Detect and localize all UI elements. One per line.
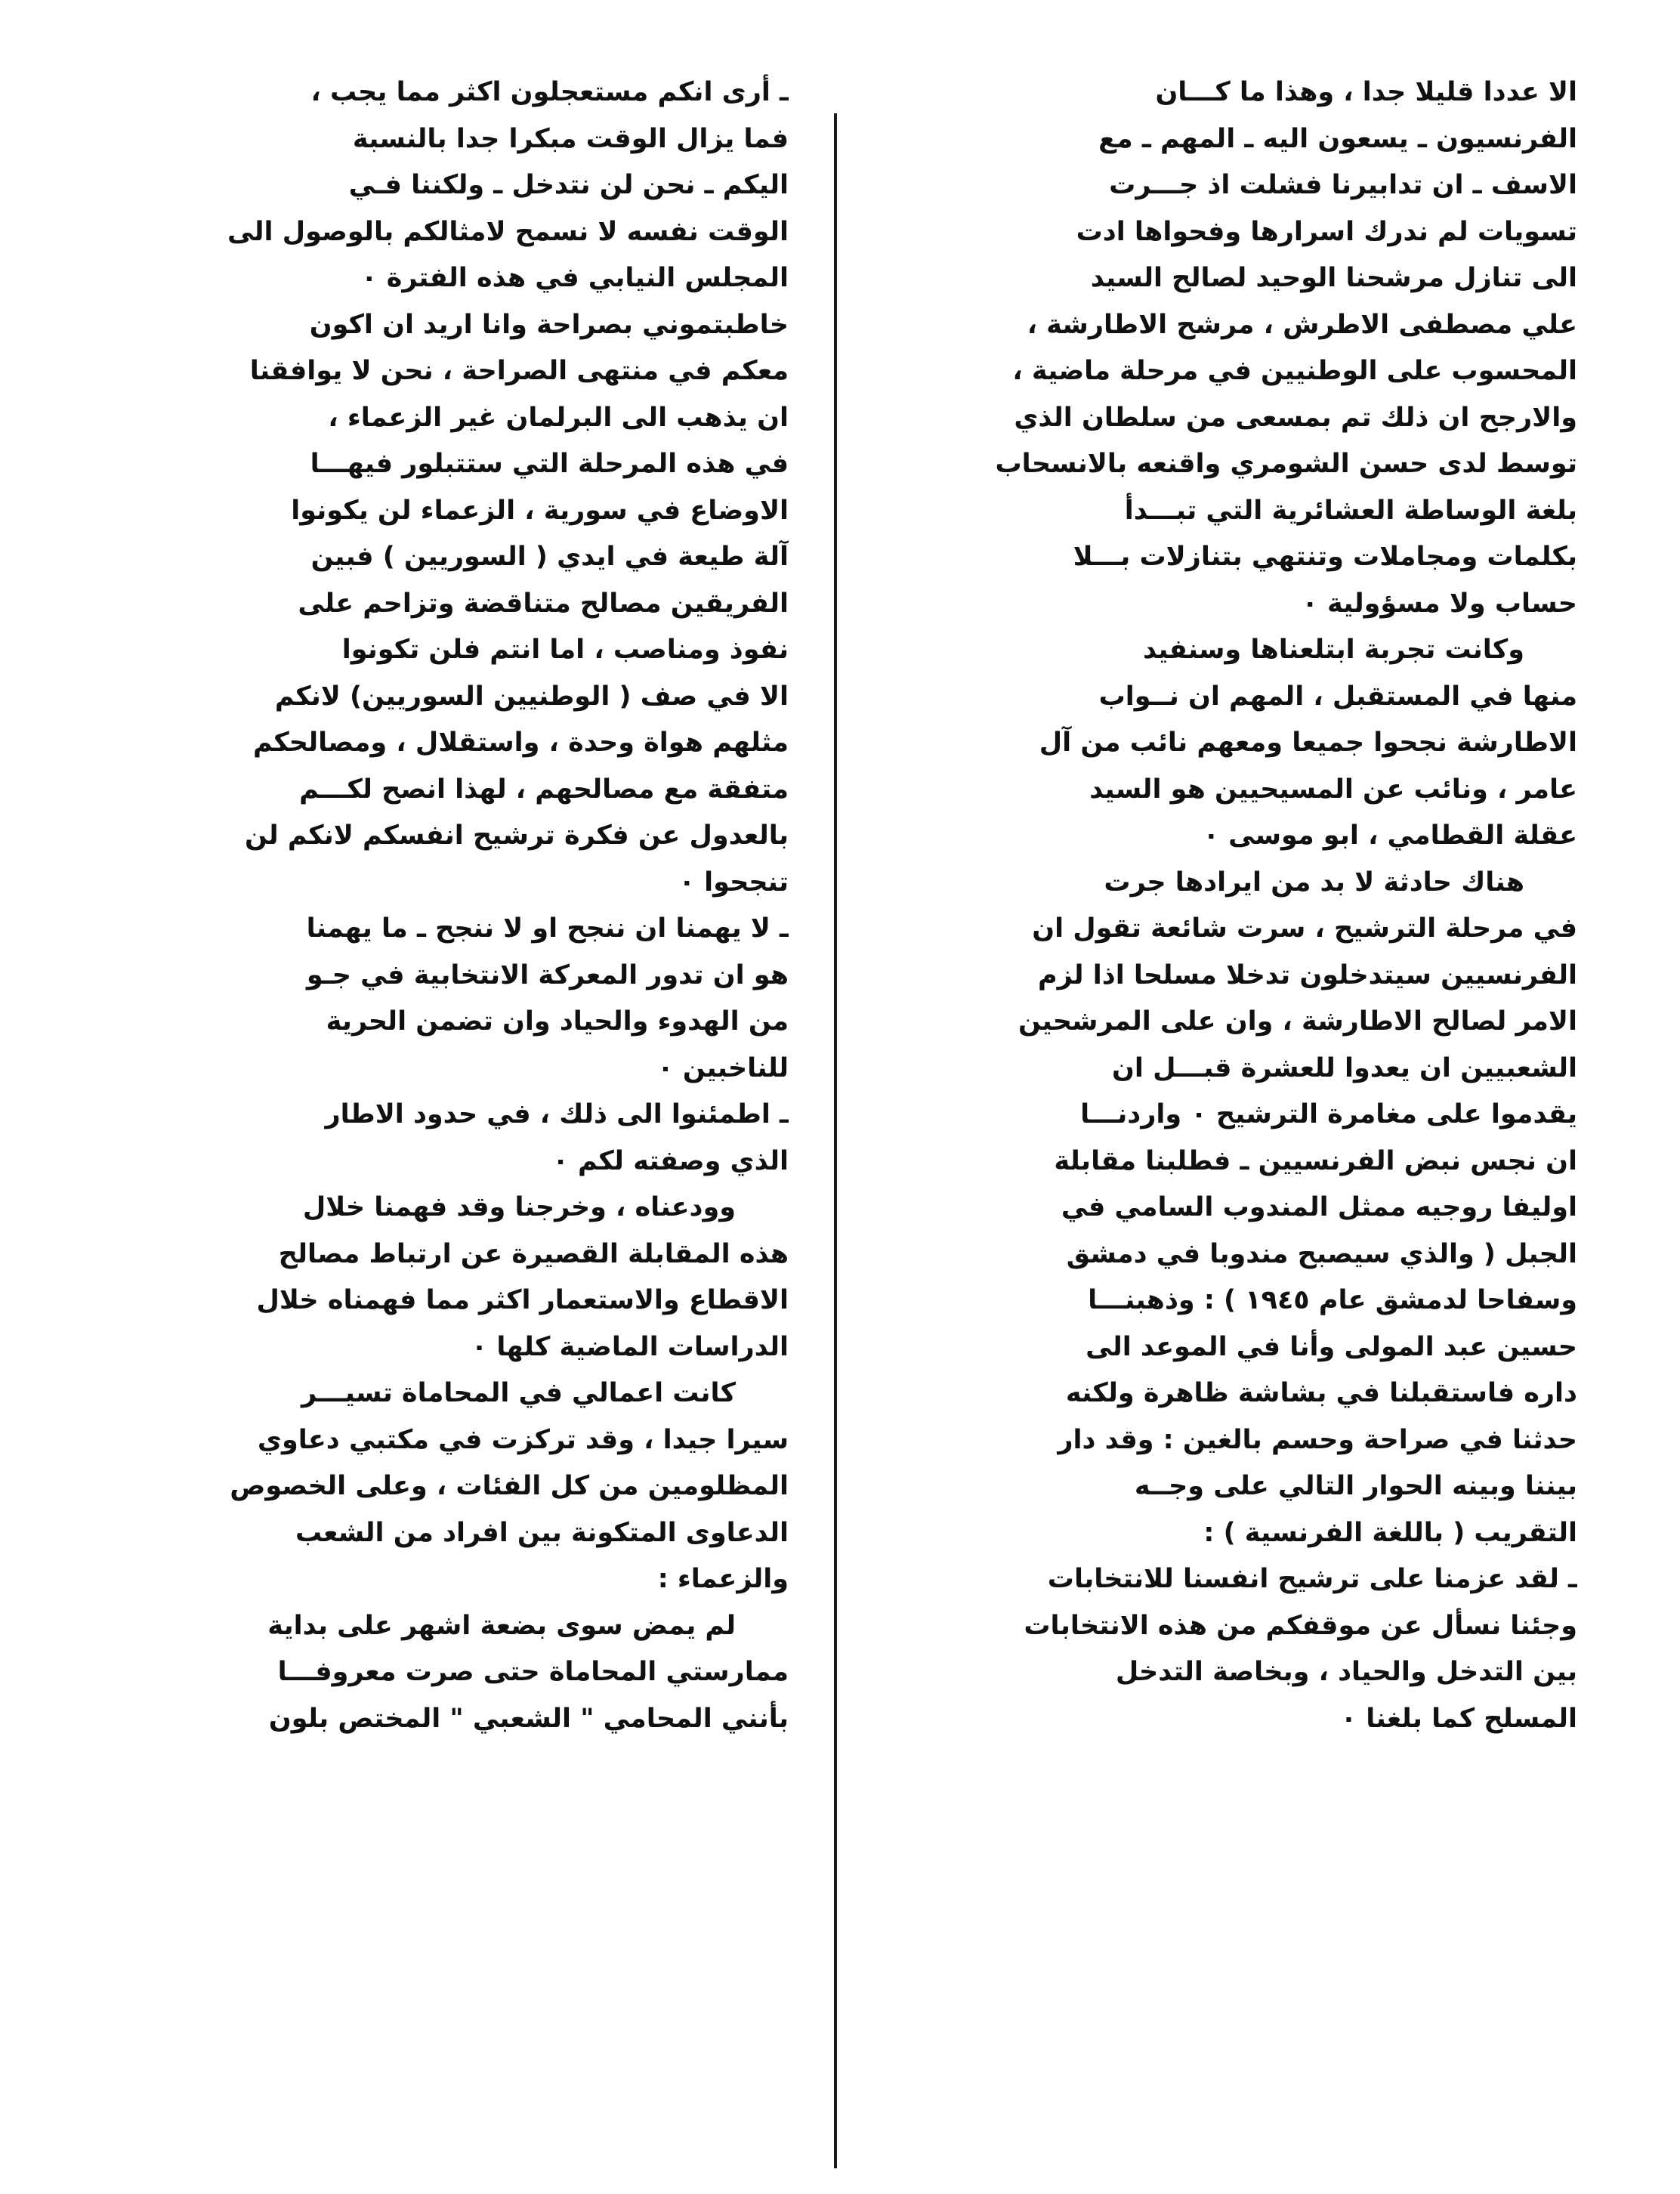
text-line: هناك حادثة لا بد من ايرادها جرت	[1104, 867, 1524, 898]
text-line: الفريقين مصالح متناقضة وتزاحم على	[298, 588, 789, 619]
text-line: اليكم ـ نحن لن نتدخل ـ ولكننا فـي	[348, 170, 789, 200]
text-line: بكلمات ومجاملات وتنتهي بتنازلات بـــلا	[1073, 542, 1577, 572]
text-line: متفقة مع مصالحهم ، لهذا انصح لكـــم	[299, 774, 789, 805]
text-line: يقدموا على مغامرة الترشيح ٠ واردنـــا	[1080, 1099, 1577, 1129]
text-line: الدعاوى المتكونة بين افراد من الشعب	[295, 1517, 789, 1548]
text-line: الاطارشة نجحوا جميعا ومعهم نائب من آل	[1039, 728, 1577, 758]
text-line: عامر ، ونائب عن المسيحيين هو السيد	[1089, 774, 1577, 805]
text-line: تسويات لم ندرك اسرارها وفحواها ادت	[1076, 216, 1577, 247]
text-line: هذه المقابلة القصيرة عن ارتباط مصالح	[278, 1238, 789, 1269]
text-line: ممارستي المحاماة حتى صرت معروفـــا	[277, 1657, 789, 1687]
text-line: وودعناه ، وخرجنا وقد فهمنا خلال	[302, 1192, 736, 1222]
text-line: سيرا جيدا ، وقد تركزت في مكتبي دعاوي	[257, 1424, 789, 1455]
text-line: حدثنا في صراحة وحسم بالغين : وقد دار	[1058, 1424, 1577, 1455]
text-line: من الهدوء والحياد وان تضمن الحرية	[326, 1006, 789, 1037]
text-line: فما يزال الوقت مبكرا جدا بالنسبة	[352, 123, 789, 154]
column-divider	[834, 113, 837, 2168]
text-line: منها في المستقبل ، المهم ان نــواب	[1098, 681, 1577, 712]
text-line: علي مصطفى الاطرش ، مرشح الاطارشة ،	[1027, 309, 1577, 340]
text-line: اوليفا روجيه ممثل المندوب السامي في	[1061, 1192, 1577, 1222]
text-line: المحسوب على الوطنيين في مرحلة ماضية ،	[1012, 356, 1577, 386]
text-line: هو ان تدور المعركة الانتخابية في جـو	[306, 959, 789, 990]
text-line: بأنني المحامي " الشعبي " المختص بلون	[268, 1703, 789, 1734]
text-line: الاسف ـ ان تدابيرنا فشلت اذ جـــرت	[1109, 170, 1577, 200]
text-line: للناخبين ٠	[657, 1052, 789, 1083]
text-line: الى تنازل مرشحنا الوحيد لصالح السيد	[1090, 263, 1577, 293]
text-line: ان نجس نبض الفرنسيين ـ فطلبنا مقابلة	[1054, 1145, 1577, 1176]
text-line: حساب ولا مسؤولية ٠	[1302, 588, 1577, 619]
text-line: وسفاحا لدمشق عام ١٩٤٥ ) : وذهبنـــا	[1088, 1285, 1577, 1315]
text-line: الذي وصفته لكم ٠	[552, 1145, 789, 1176]
text-line: بلغة الوساطة العشائرية التي تبـــدأ	[1124, 495, 1577, 526]
text-line: في مرحلة الترشيح ، سرت شائعة تقول ان	[1032, 913, 1577, 944]
text-line: الفرنسيون ـ يسعون اليه ـ المهم ـ مع	[1098, 123, 1577, 154]
text-line: ـ أرى انكم مستعجلون اكثر مما يجب ،	[310, 77, 789, 107]
text-line: حسين عبد المولى وأنا في الموعد الى	[1086, 1331, 1577, 1362]
text-line: بين التدخل والحياد ، وبخاصة التدخل	[1115, 1657, 1577, 1687]
text-line: ان يذهب الى البرلمان غير الزعماء ،	[328, 402, 789, 433]
left-text-column	[91, 70, 789, 1742]
text-line: المسلح كما بلغنا ٠	[1340, 1703, 1577, 1734]
text-line: لم يمض سوى بضعة اشهر على بداية	[267, 1610, 736, 1641]
text-line: نفوذ ومناصب ، اما انتم فلن تكونوا	[341, 635, 789, 665]
text-line: الا في صف ( الوطنيين السوريين) لانكم	[274, 681, 789, 712]
text-line: تنجحوا ٠	[678, 867, 789, 898]
text-line: آلة طيعة في ايدي ( السوريين ) فبين	[310, 542, 789, 572]
text-line: مثلهم هواة وحدة ، واستقلال ، ومصالحكم	[252, 728, 789, 758]
text-line: ـ اطمئنوا الى ذلك ، في حدود الاطار	[325, 1099, 789, 1129]
text-line: المجلس النيابي في هذه الفترة ٠	[361, 263, 789, 293]
text-line: داره فاستقبلنا في بشاشة ظاهرة ولكنه	[1065, 1378, 1577, 1408]
text-line: معكم في منتهى الصراحة ، نحن لا يوافقنا	[249, 356, 789, 386]
text-line: ـ لقد عزمنا على ترشيح انفسنا للانتخابات	[1047, 1564, 1577, 1594]
text-line: الا عددا قليلا جدا ، وهذا ما كـــان	[1155, 77, 1577, 107]
text-line: الوقت نفسه لا نسمح لامثالكم بالوصول الى	[227, 216, 789, 247]
text-line: الشعبيين ان يعدوا للعشرة قبـــل ان	[1112, 1052, 1577, 1083]
text-line: ـ لا يهمنا ان ننجح او لا ننجح ـ ما يهمنا	[306, 913, 789, 944]
text-line: عقلة القطامي ، ابو موسى ٠	[1203, 820, 1577, 851]
text-line: بيننا وبينه الحوار التالي على وجــه	[1134, 1471, 1577, 1501]
text-line: توسط لدى حسن الشومري واقنعه بالانسحاب	[995, 449, 1577, 479]
text-line: الجبل ( والذي سيصبح مندوبا في دمشق	[1066, 1238, 1577, 1269]
text-line: الفرنسيين سيتدخلون تدخلا مسلحا اذا لزم	[1037, 959, 1577, 990]
right-text-column	[888, 70, 1577, 1742]
text-line: الاوضاع في سورية ، الزعماء لن يكونوا	[291, 495, 789, 526]
text-line: التقريب ( باللغة الفرنسية ) :	[1203, 1517, 1577, 1548]
text-line: الامر لصالح الاطارشة ، وان على المرشحين	[1018, 1006, 1577, 1037]
text-line: وكانت تجربة ابتلعناها وسنفيد	[1143, 635, 1524, 665]
text-line: والارجح ان ذلك تم بمسعى من سلطان الذي	[1014, 402, 1577, 433]
text-line: الدراسات الماضية كلها ٠	[471, 1331, 789, 1362]
text-line: والزعماء :	[657, 1564, 789, 1594]
text-line: خاطبتموني بصراحة وانا اريد ان اكون	[309, 309, 789, 340]
text-line: وجئنا نسأل عن موقفكم من هذه الانتخابات	[1024, 1610, 1577, 1641]
text-line: المظلومين من كل الفئات ، وعلى الخصوص	[230, 1471, 789, 1501]
text-line: بالعدول عن فكرة ترشيح انفسكم لانكم لن	[245, 820, 789, 851]
text-line: كانت اعمالي في المحاماة تسيـــر	[301, 1378, 736, 1408]
text-line: الاقطاع والاستعمار اكثر مما فهمناه خلال	[256, 1285, 789, 1315]
text-line: في هذه المرحلة التي ستتبلور فيهـــا	[310, 449, 789, 479]
